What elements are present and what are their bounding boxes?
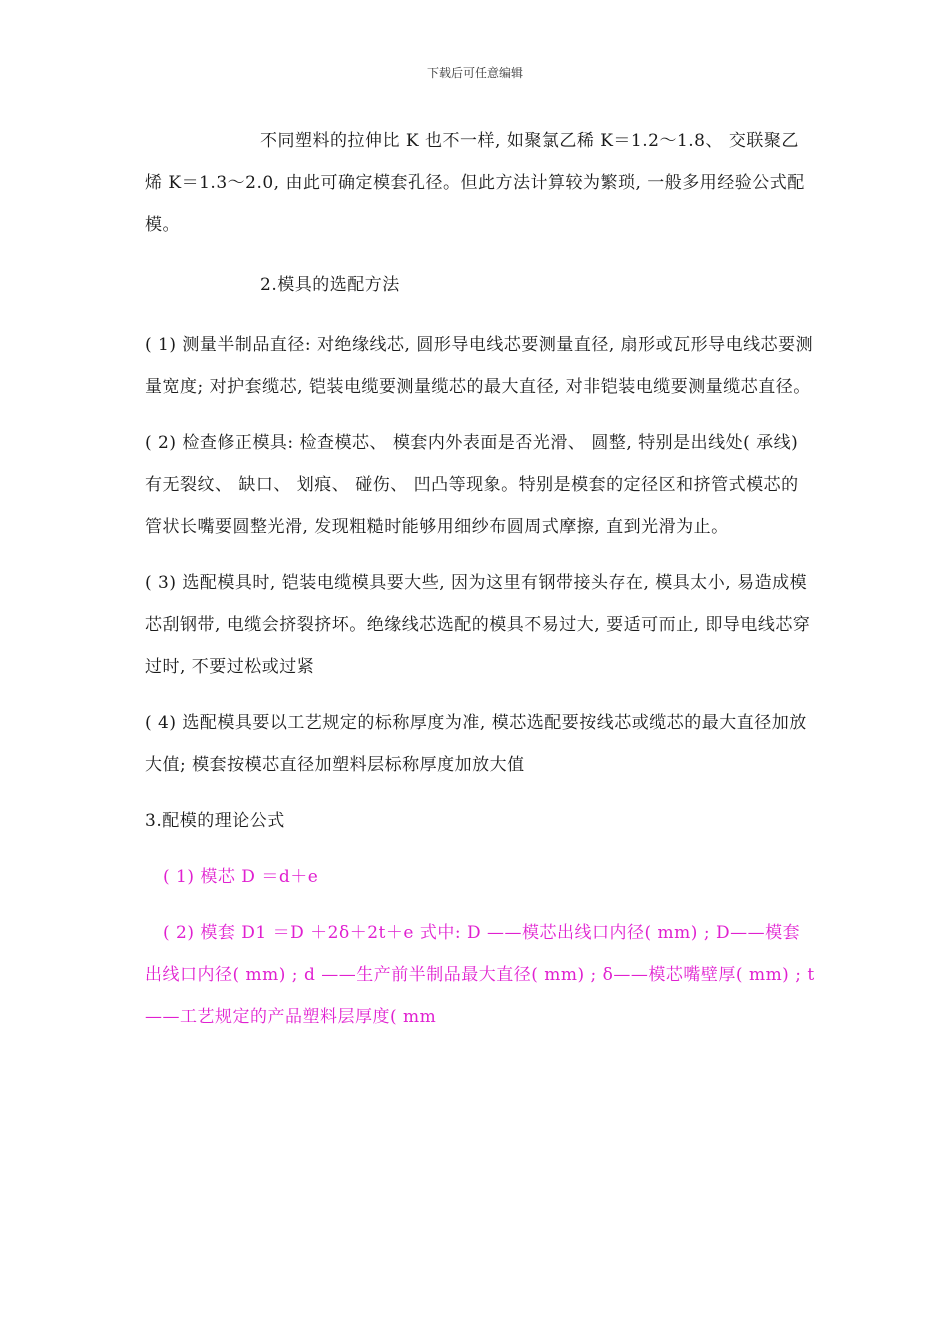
- formula-core: ( 1) 模芯 D ＝d＋e: [163, 867, 319, 887]
- paragraph-stretch-ratio: 不同塑料的拉伸比 K 也不一样, 如聚氯乙稀 K＝1.2～1.8、 交联聚乙烯 K＝1.3～2.0, 由此可确定模套孔径。但此方法计算较为繁琐, 一般多用经验公式配模。: [145, 131, 805, 235]
- step-2-inspect: ( 2) 检查修正模具: 检查模芯、 模套内外表面是否光滑、 圆整, 特别是出线处( 承线) 有无裂纹、 缺口、 划痕、 碰伤、 凹凸等现象。特别是模套的定径区和挤管式模芯的管状长嘴要圆整光滑, 发现粗糙时能够用细纱布圆周式摩擦, 直到光滑为止。: [145, 433, 799, 537]
- page-header: 下载后可任意编辑: [426, 66, 523, 80]
- formula-sleeve: ( 2) 模套 D1 ＝D ＋2δ＋2t＋e 式中: D ——模芯出线口内径( mm) ; D——模套出线口内径( mm) ; d ——生产前半制品最大直径( mm) ; δ——模芯嘴壁厚( mm) ; t——工艺规定的产品塑料层厚度( mm: [145, 923, 815, 1027]
- step-1-measure: ( 1) 测量半制品直径: 对绝缘线芯, 圆形导电线芯要测量直径, 扇形或瓦形导电线芯要测量宽度; 对护套缆芯, 铠装电缆要测量缆芯的最大直径, 对非铠装电缆要测量缆芯直径。: [145, 335, 814, 397]
- section-heading-mold-selection: 2.模具的选配方法: [260, 275, 400, 295]
- step-3-select: ( 3) 选配模具时, 铠装电缆模具要大些, 因为这里有钢带接头存在, 模具太小, 易造成模芯刮钢带, 电缆会挤裂挤坏。绝缘线芯选配的模具不易过大, 要适可而止, 即导电线芯穿过时, 不要过松或过紧: [145, 573, 811, 677]
- document-body: [145, 120, 815, 1038]
- section-heading-formula: 3.配模的理论公式: [145, 811, 285, 831]
- step-4-thickness: ( 4) 选配模具要以工艺规定的标称厚度为准, 模芯选配要按线芯或缆芯的最大直径加放大值; 模套按模芯直径加塑料层标称厚度加放大值: [145, 713, 807, 775]
